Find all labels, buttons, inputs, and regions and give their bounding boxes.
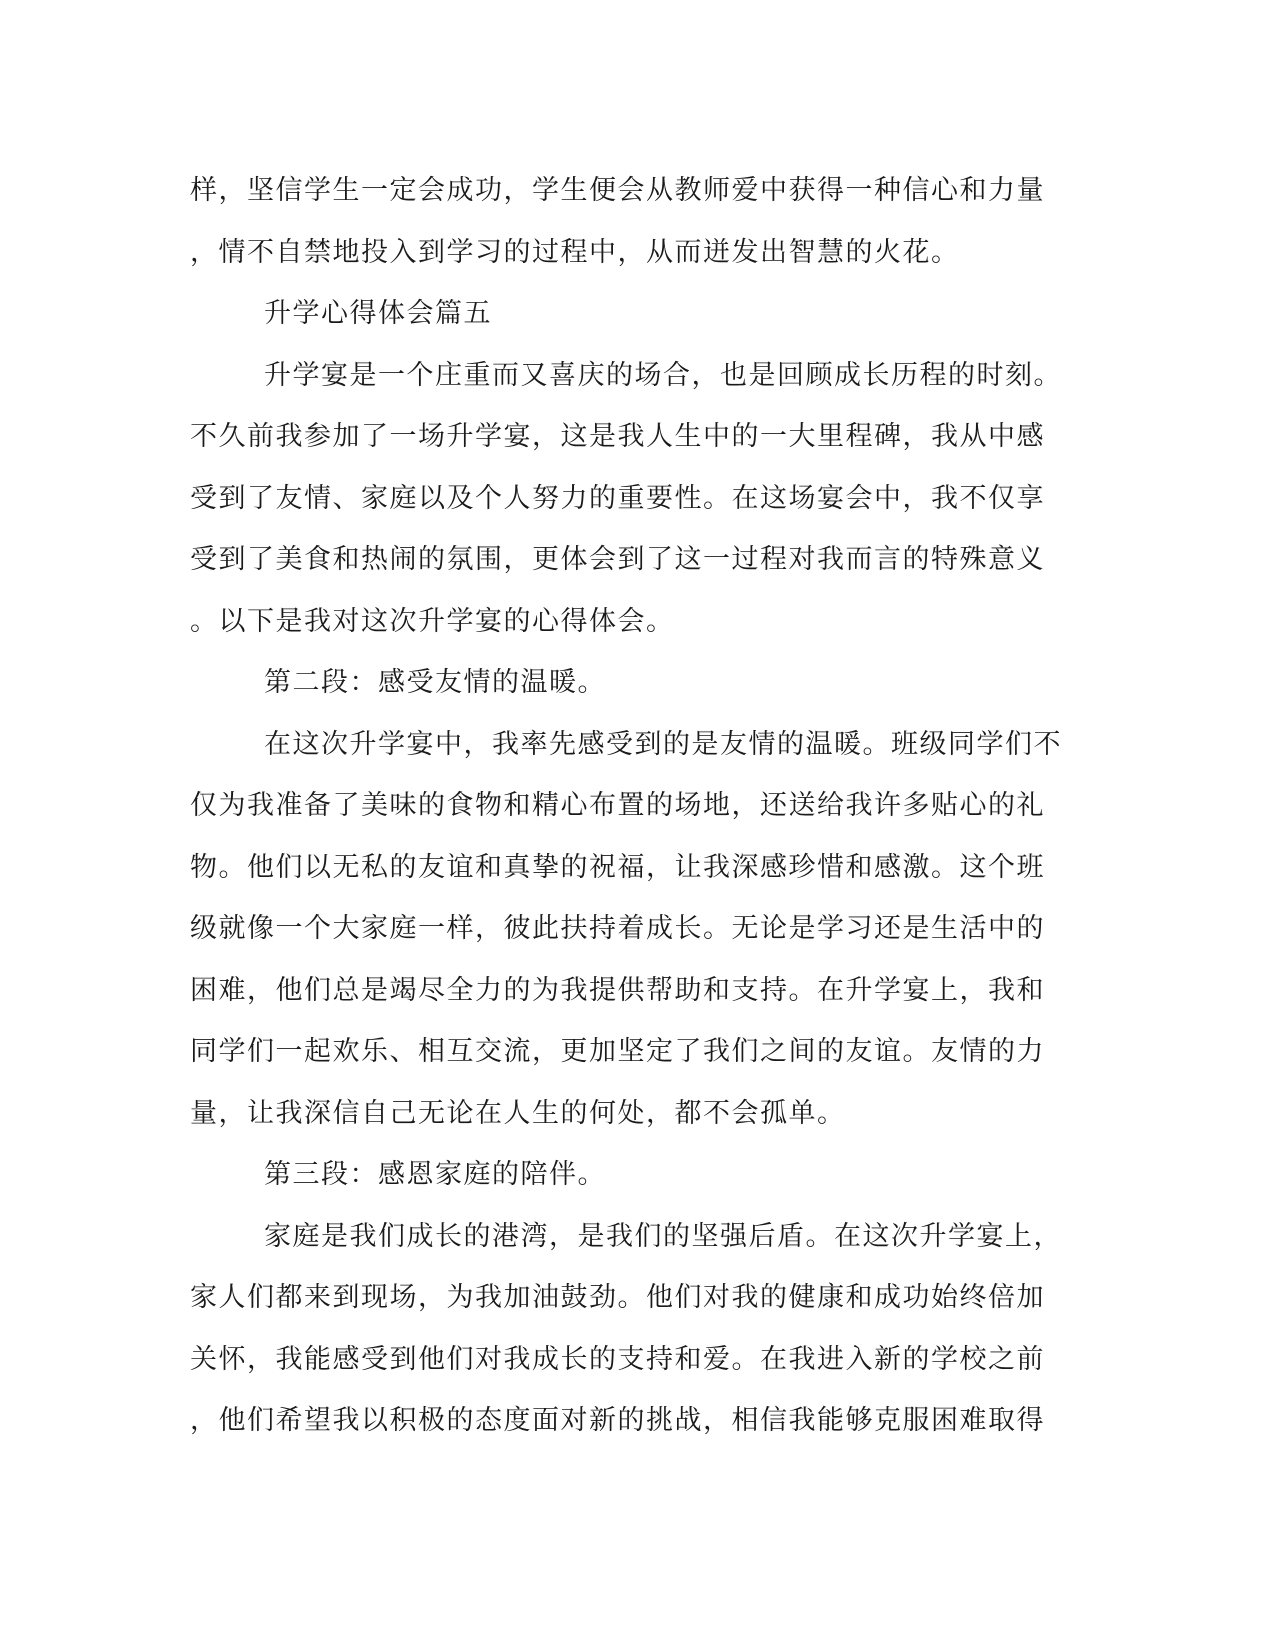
text-line-4: 升学宴是一个庄重而又喜庆的场合，也是回顾成长历程的时刻。 <box>264 359 1062 391</box>
text-line-21: ，他们希望我以积极的态度面对新的挑战，相信我能够克服困难取得 <box>190 1405 1045 1436</box>
paragraph-heading-2: 第二段：感受友情的温暖。 <box>264 667 606 698</box>
text-line-13: 级就像一个大家庭一样，彼此扶持着成长。无论是学习还是生活中的 <box>190 913 1045 944</box>
text-line-12: 物。他们以无私的友谊和真挚的祝福，让我深感珍惜和感激。这个班 <box>190 851 1045 883</box>
text-line-5: 不久前我参加了一场升学宴，这是我人生中的一大里程碑，我从中感 <box>190 421 1045 452</box>
text-line-8: 。以下是我对这次升学宴的心得体会。 <box>190 605 675 637</box>
text-line-15: 同学们一起欢乐、相互交流，更加坚定了我们之间的友谊。友情的力 <box>190 1036 1045 1067</box>
document-body <box>190 160 1090 1452</box>
text-line-10: 在这次升学宴中，我率先感受到的是友情的温暖。班级同学们不 <box>264 728 1062 760</box>
section-heading-5: 升学心得体会篇五 <box>264 298 492 329</box>
text-line-7: 受到了美食和热闹的氛围，更体会到了这一过程对我而言的特殊意义 <box>190 544 1045 575</box>
text-line-11: 仅为我准备了美味的食物和精心布置的场地，还送给我许多贴心的礼 <box>190 790 1045 821</box>
text-line-14: 困难，他们总是竭尽全力的为我提供帮助和支持。在升学宴上，我和 <box>190 974 1045 1006</box>
text-line-16: 量，让我深信自己无论在人生的何处，都不会孤单。 <box>190 1097 846 1129</box>
text-line-2: ，情不自禁地投入到学习的过程中，从而迸发出智慧的火花。 <box>190 236 960 268</box>
text-line-18: 家庭是我们成长的港湾，是我们的坚强后盾。在这次升学宴上， <box>264 1220 1062 1252</box>
text-line-19: 家人们都来到现场，为我加油鼓劲。他们对我的健康和成功始终倍加 <box>190 1282 1045 1313</box>
paragraph-heading-3: 第三段：感恩家庭的陪伴。 <box>264 1159 606 1190</box>
text-line-20: 关怀，我能感受到他们对我成长的支持和爱。在我进入新的学校之前 <box>190 1343 1045 1375</box>
text-line-1: 样，坚信学生一定会成功，学生便会从教师爱中获得一种信心和力量 <box>190 175 1045 206</box>
text-line-6: 受到了友情、家庭以及个人努力的重要性。在这场宴会中，我不仅享 <box>190 482 1045 514</box>
